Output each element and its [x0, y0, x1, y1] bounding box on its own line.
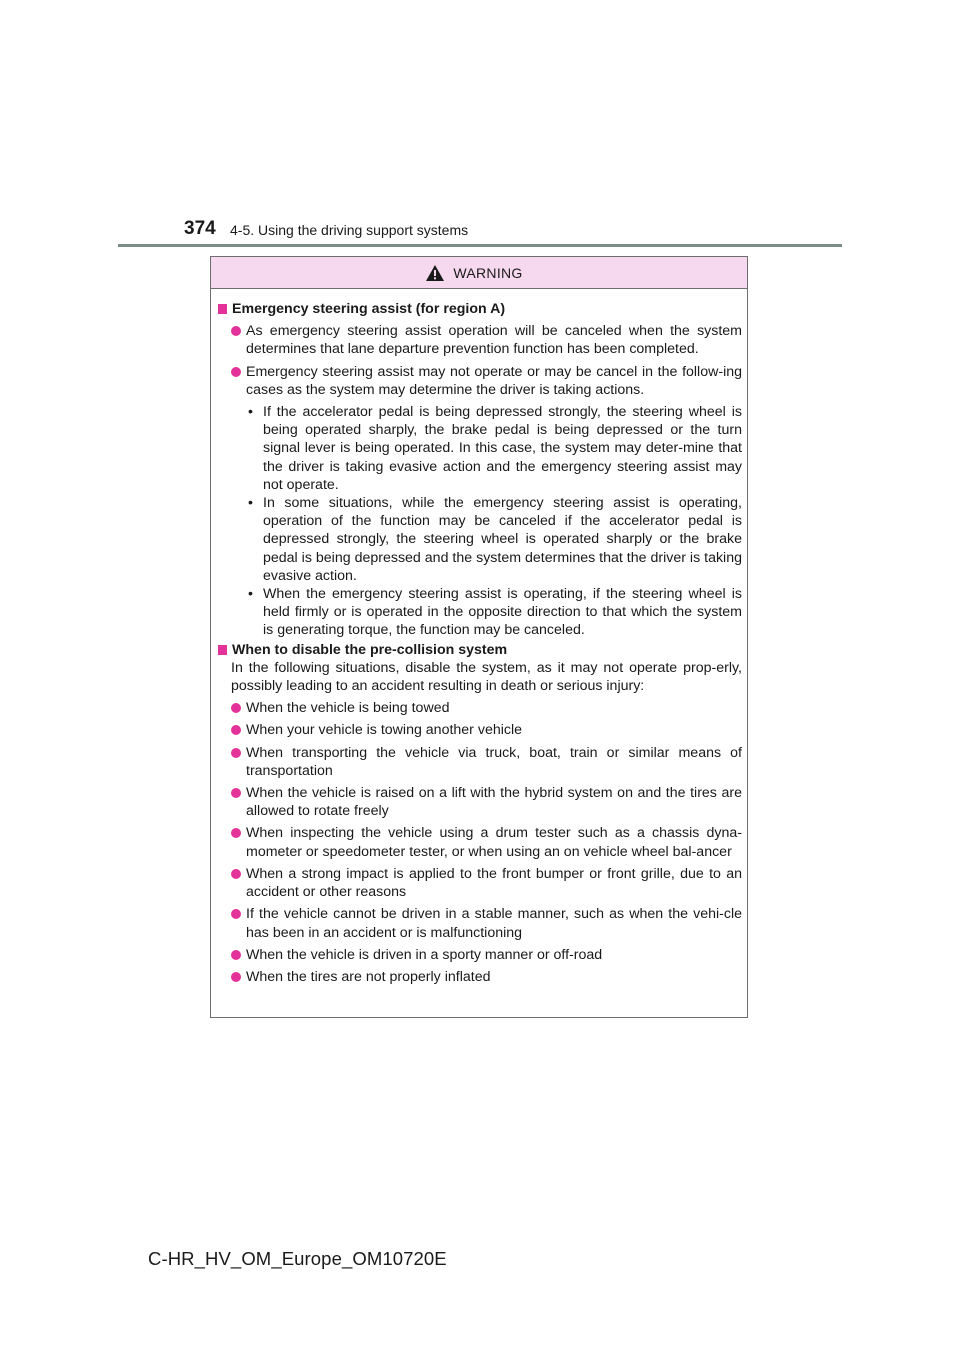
list-item-text: When the tires are not properly inflated [246, 968, 491, 985]
circle-bullet-icon [231, 869, 241, 879]
list-item [231, 905, 742, 941]
circle-bullet-icon [231, 950, 241, 960]
sub-list-item-text: If the accelerator pedal is being depressed strongly, the steering wheel is being operated sharply, the brake pedal is being depressed or the turn signal lever is being operated. In this case, the system may deter-mine that the driver is taking evasive action and the emergency steering assist may not operate. [263, 404, 742, 493]
circle-bullet-icon [231, 972, 241, 982]
list-item [231, 699, 742, 717]
sub-list-item [248, 494, 742, 585]
sub-list-item-text: When the emergency steering assist is operating, if the steering wheel is held firmly or is operated in the opposite direction to that which the system is generating torque, the function may be canceled. [263, 586, 742, 639]
small-bullet-icon: • [248, 586, 253, 603]
list-item [231, 946, 742, 964]
section-title: 4-5. Using the driving support systems [230, 222, 469, 238]
list-item [231, 322, 742, 358]
circle-bullet-icon [231, 909, 241, 919]
list-item-text: When inspecting the vehicle using a drum tester such as a chassis dyna-mometer or speedometer tester, or when using an on vehicle wheel bal-ancer [246, 825, 742, 860]
circle-bullet-icon [231, 788, 241, 798]
sub-list-item-text: In some situations, while the emergency steering assist is operating, operation of the function may be canceled if the accelerator pedal is depressed strongly, the steering wheel is operated sharply or the brake pedal is being depressed and the system determines that the driver is taking evasive action. [263, 495, 742, 584]
list-item [231, 865, 742, 901]
list-item [231, 968, 742, 986]
section-heading [218, 641, 742, 659]
warning-body [211, 289, 747, 986]
square-bullet-icon [218, 304, 227, 314]
square-bullet-icon [218, 645, 227, 655]
list-item [231, 721, 742, 739]
sub-list-item [248, 403, 742, 494]
list-item-text: When the vehicle is driven in a sporty manner or off-road [246, 946, 603, 963]
small-bullet-icon: • [248, 404, 253, 421]
circle-bullet-icon [231, 703, 241, 713]
list-item-text: As emergency steering assist operation will be canceled when the system determines that lane departure prevention function has been completed. [246, 323, 742, 358]
list-item [231, 784, 742, 820]
warning-triangle-icon [425, 264, 445, 282]
list-item-text: Emergency steering assist may not operate or may be cancel in the follow-ing cases as the system may determine the driver is taking actions. [246, 363, 742, 398]
warning-box [210, 256, 748, 1018]
list-item-text: When your vehicle is towing another vehicle [246, 722, 523, 739]
circle-bullet-icon [231, 725, 241, 735]
list-item-text: When transporting the vehicle via truck, boat, train or similar means of transportation [246, 744, 742, 779]
list-item [231, 824, 742, 860]
warning-header [211, 257, 747, 289]
page-number: 374 [184, 218, 216, 239]
section-heading [218, 300, 742, 318]
circle-bullet-icon [231, 367, 241, 377]
list-item-text: When the vehicle is raised on a lift with the hybrid system on and the tires are allowed to rotate freely [246, 785, 742, 820]
warning-title: WARNING [453, 264, 523, 281]
section-intro: In the following situations, disable the system, as it may not operate prop-erly, possibly leading to an accident resulting in death or serious injury: [231, 659, 742, 695]
list-item-text: When the vehicle is being towed [246, 700, 450, 717]
section-heading-text: Emergency steering assist (for region A) [232, 301, 506, 317]
circle-bullet-icon [231, 326, 241, 336]
list-item [231, 363, 742, 399]
section-heading-text: When to disable the pre-collision system [232, 641, 508, 658]
circle-bullet-icon [231, 828, 241, 838]
small-bullet-icon: • [248, 495, 253, 512]
list-item [231, 744, 742, 780]
circle-bullet-icon [231, 748, 241, 758]
header-divider [118, 244, 842, 247]
sub-list [248, 403, 742, 640]
list-item-text: When a strong impact is applied to the front bumper or front grille, due to an accident or other reasons [246, 865, 742, 901]
document-code: C-HR_HV_OM_Europe_OM10720E [148, 1248, 447, 1269]
list-item-text: If the vehicle cannot be driven in a stable manner, such as when the vehi-cle has been in an accident or is malfunctioning [246, 906, 742, 941]
sub-list-item [248, 585, 742, 640]
